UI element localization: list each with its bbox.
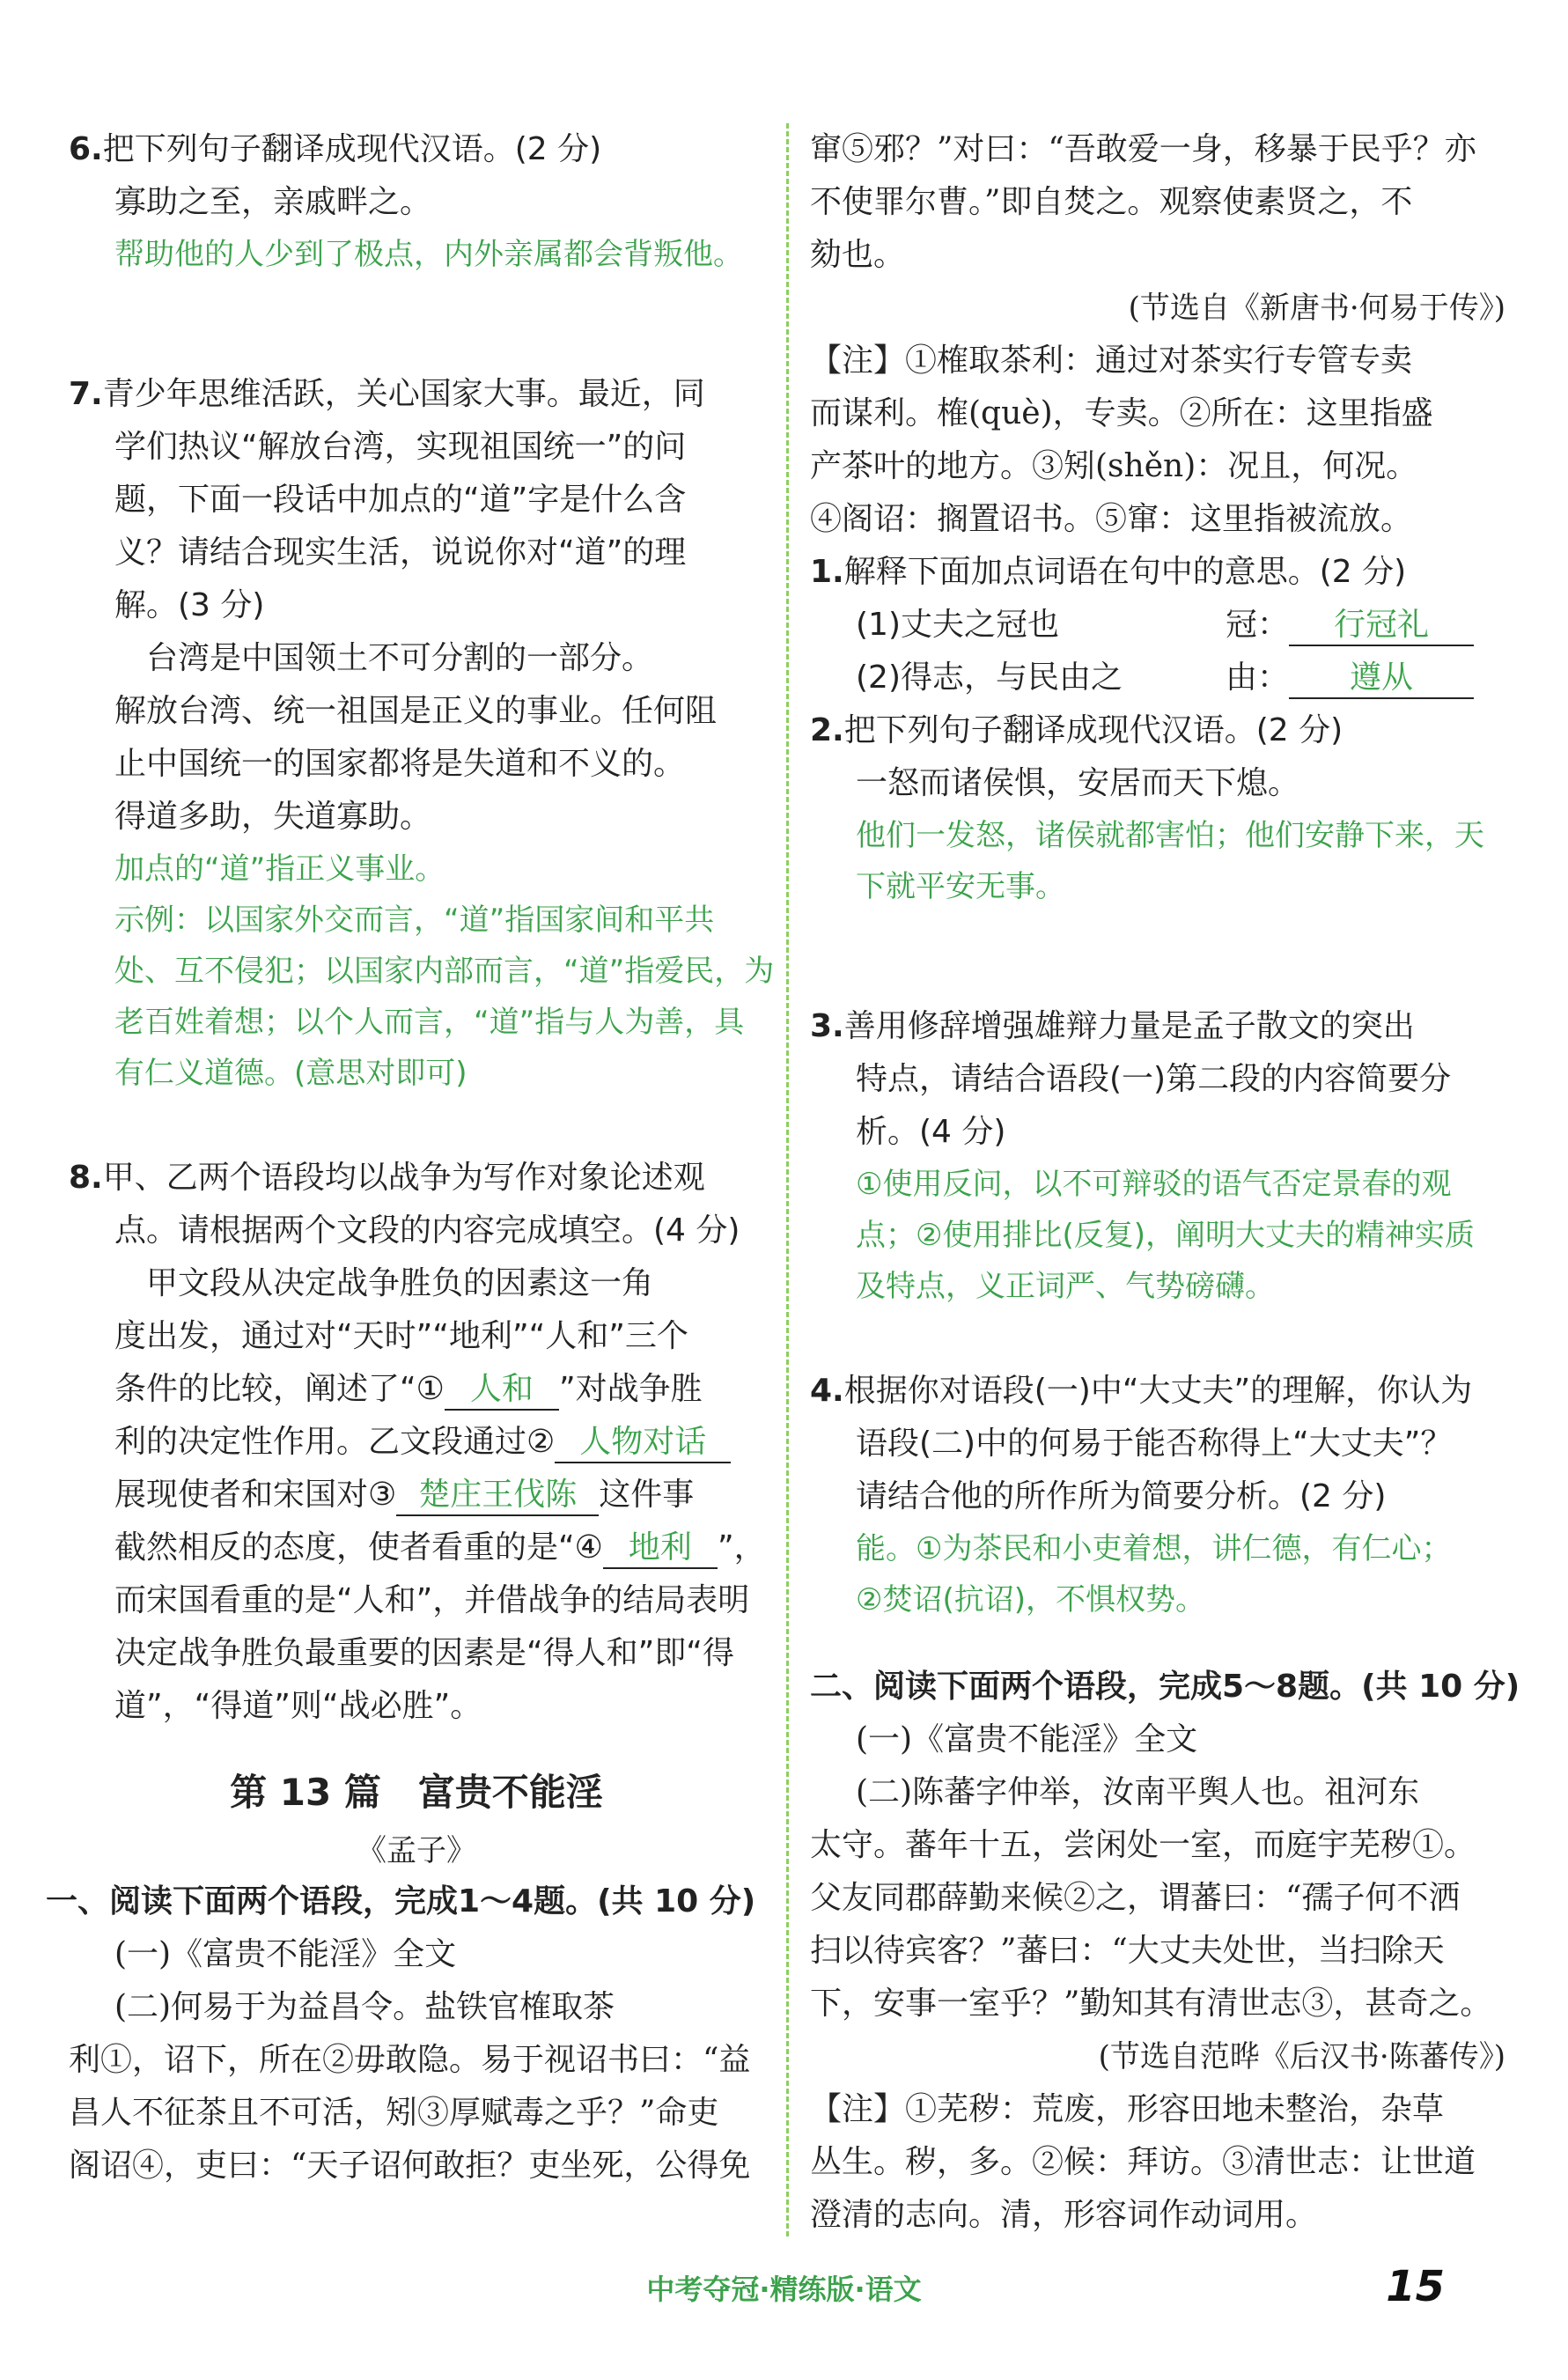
question-number: 1. (810, 554, 844, 590)
question-line: 特点，请结合语段(一)第二段的内容简要分 (856, 1061, 1452, 1097)
question-line: 甲、乙两个语段均以战争为写作对象论述观 (102, 1160, 705, 1196)
note-line: 丛生。秽，多。②候：拜访。③清世志：让世道 (810, 2144, 1476, 2180)
item-answer: 遵从 (1289, 659, 1474, 699)
question-line: 请结合他的所作所为简要分析。(2 分) (856, 1478, 1387, 1514)
answer-line: ①使用反问，以不可辩驳的语气否定景春的观 (856, 1167, 1452, 1202)
answer-line: 及特点，义正词严、气势磅礴。 (856, 1269, 1275, 1304)
question-line: 义？请结合现实生活，说说你对“道”的理 (114, 534, 687, 571)
blank-answer-1: 人和 (445, 1370, 559, 1411)
answer-line: 示例：以国家外交而言，“道”指国家间和平共 (114, 903, 715, 938)
answer-line: 处、互不侵犯；以国家内部而言，“道”指爱民，为 (114, 954, 775, 989)
page-footer (0, 2263, 1568, 2316)
column-divider (786, 123, 789, 2236)
question-line: 语段(二)中的何易于能否称得上“大丈夫”？ (856, 1426, 1453, 1462)
question-line: 善用修辞增强雄辩力量是孟子散文的突出 (843, 1008, 1415, 1044)
blank-answer-4: 地利 (603, 1529, 718, 1569)
fill-line: 展现使者和宋国对③ 楚庄王伐陈 这件事 (69, 1469, 764, 1522)
page-number: 15 (1386, 2262, 1445, 2311)
right-column (810, 123, 1520, 2242)
question-line: 学们热议“解放台湾，实现祖国统一”的问 (114, 429, 687, 465)
question-number: 3. (810, 1008, 844, 1044)
note-line: 澄清的志向。清，形容词作动词用。 (810, 2197, 1318, 2233)
answer-line: 他们一发怒，诸侯就都害怕；他们安静下来，天 (856, 818, 1484, 853)
fill-line: 决定战争胜负最重要的因素是“得人和”即“得 (114, 1635, 734, 1671)
note-line: 产茶叶的地方。③矧(shěn)：况且，何况。 (810, 448, 1418, 484)
question-sentence: 寡助之至，亲戚畔之。 (114, 184, 432, 220)
question-2 (810, 704, 1505, 912)
passage-part-1: (一)《富贵不能淫》全文 (114, 1936, 457, 1972)
item-text: (2)得志，与民由之 (856, 659, 1123, 696)
source-citation: (节选自范晔《后汉书·陈蕃传》) (1098, 2039, 1505, 2074)
item-label: 冠： (1226, 607, 1290, 643)
note-line: 而谋利。榷(què)，专卖。②所在：这里指盛 (810, 395, 1433, 431)
item-text: (1)丈夫之冠也 (856, 607, 1059, 643)
note-line: ④阁诏：搁置诏书。⑤窜：这里指被流放。 (810, 501, 1413, 537)
fill-line: 度出发，通过对“天时”“地利”“人和”三个 (114, 1318, 688, 1354)
answer-text: 帮助他的人少到了极点，内外亲属都会背叛他。 (114, 237, 743, 272)
fill-line: 条件的比较，阐述了“① 人和 ”对战争胜 (69, 1363, 764, 1416)
passage-line: 父友同郡薛勤来候②之，谓蕃曰：“孺子何不洒 (810, 1880, 1461, 1916)
item-label: 由： (1226, 659, 1290, 696)
answer-line: 下就平安无事。 (856, 869, 1065, 904)
question-6 (69, 123, 764, 280)
note-line: 【注】①芜秽：荒废，形容田地未整治，杂草 (810, 2091, 1445, 2127)
passage-part-1: (一)《富贵不能淫》全文 (856, 1721, 1198, 1757)
passage-line: 台湾是中国领土不可分割的一部分。 (146, 640, 654, 676)
answer-line: 加点的“道”指正义事业。 (114, 851, 445, 887)
answer-line: 能。①为茶民和小吏着想，讲仁德，有仁心； (856, 1531, 1452, 1566)
fill-line: 截然相反的态度，使者看重的是“④ 地利 ”， (69, 1522, 764, 1574)
footer-brand: 中考夺冠·精练版·语文 (646, 2273, 922, 2306)
answer-line: ②焚诏(抗诏)，不惧权势。 (856, 1582, 1206, 1617)
question-line: 青少年思维活跃，关心国家大事。最近，同 (102, 376, 705, 412)
passage-line: 扫以待宾客？”蕃曰：“大丈夫处世，当扫除天 (810, 1933, 1445, 1969)
question-line: 解。(3 分) (114, 587, 265, 623)
passage-line: 昌人不征茶且不可活，矧③厚赋毒之乎？”命吏 (69, 2095, 719, 2131)
lesson-author: 《孟子》 (357, 1833, 476, 1868)
answer-line: 有仁义道德。(意思对即可) (114, 1056, 467, 1091)
question-1 (810, 546, 1505, 704)
passage-line: 利①，诏下，所在②毋敢隐。易于视诏书曰：“益 (69, 2042, 751, 2078)
note-line: 【注】①榷取茶利：通过对茶实行专管专卖 (810, 343, 1413, 379)
passage-line: 窜⑤邪？”对曰：“吾敢爱一身，移暴于民乎？亦 (810, 131, 1476, 167)
question-8 (69, 1152, 764, 1733)
passage-line: 下，安事一室乎？”勤知其有清世志③，甚奇之。 (810, 1986, 1492, 2022)
question-prompt: 解释下面加点词语在句中的意思。(2 分) (843, 554, 1407, 590)
passage-line: 解放台湾、统一祖国是正义的事业。任何阻 (114, 693, 718, 729)
question-line: 根据你对语段(一)中“大丈夫”的理解，你认为 (843, 1373, 1473, 1409)
question-prompt: 把下列句子翻译成现代汉语。(2 分) (102, 131, 602, 167)
question-prompt: 把下列句子翻译成现代汉语。(2 分) (843, 712, 1343, 748)
passage-line: 劾也。 (810, 237, 906, 273)
question-7 (69, 368, 775, 1099)
answer-line: 老百姓着想；以个人而言，“道”指与人为善，具 (114, 1005, 745, 1040)
question-line: 点。请根据两个文段的内容完成填空。(4 分) (114, 1212, 740, 1249)
passage-line: 不使罪尔曹。”即自焚之。观察使素贤之，不 (810, 184, 1413, 220)
left-column (46, 123, 775, 2192)
section-heading: 二、阅读下面两个语段，完成5～8题。(共 10 分) (810, 1669, 1520, 1705)
section-heading: 一、阅读下面两个语段，完成1～4题。(共 10 分) (46, 1883, 756, 1919)
question-number: 7. (69, 376, 103, 412)
question-number: 6. (69, 131, 103, 167)
lesson-title: 第 13 篇 富贵不能淫 (230, 1771, 603, 1814)
answer-line: 点；②使用排比(反复)，阐明大丈夫的精神实质 (856, 1218, 1476, 1253)
question-sentence: 一怒而诸侯惧，安居而天下熄。 (856, 765, 1300, 801)
passage-line: (二)陈蕃字仲举，汝南平舆人也。祖河东 (856, 1774, 1420, 1810)
question-number: 2. (810, 712, 844, 748)
question-line: 题，下面一段话中加点的“道”字是什么含 (114, 482, 687, 518)
item-answer: 行冠礼 (1289, 606, 1474, 646)
fill-line: 道”，“得道”则“战必胜”。 (114, 1688, 482, 1724)
fill-line: 甲文段从决定战争胜负的因素这一角 (146, 1265, 654, 1301)
blank-answer-3: 楚庄王伐陈 (396, 1476, 599, 1516)
blank-answer-2: 人物对话 (555, 1423, 731, 1463)
question-4 (810, 1365, 1505, 1625)
passage-line: (二)何易于为益昌令。盐铁官榷取茶 (114, 1989, 615, 2025)
question-line: 析。(4 分) (856, 1114, 1006, 1150)
passage-line: 得道多助，失道寡助。 (114, 799, 432, 835)
fill-line: 而宋国看重的是“人和”，并借战争的结局表明 (114, 1582, 750, 1618)
passage-line: 太守。蕃年十五，尝闲处一室，而庭宇芜秽①。 (810, 1827, 1476, 1863)
passage-line: 止中国统一的国家都将是失道和不义的。 (114, 746, 686, 782)
question-number: 8. (69, 1160, 103, 1196)
fill-line: 利的决定性作用。乙文段通过② 人物对话 (69, 1416, 764, 1469)
source-citation: (节选自《新唐书·何易于传》) (1128, 291, 1505, 326)
passage-line: 阁诏④，吏曰：“天子诏何敢拒？吏坐死，公得免 (69, 2148, 751, 2184)
question-3 (810, 1000, 1505, 1312)
question-number: 4. (810, 1373, 844, 1409)
